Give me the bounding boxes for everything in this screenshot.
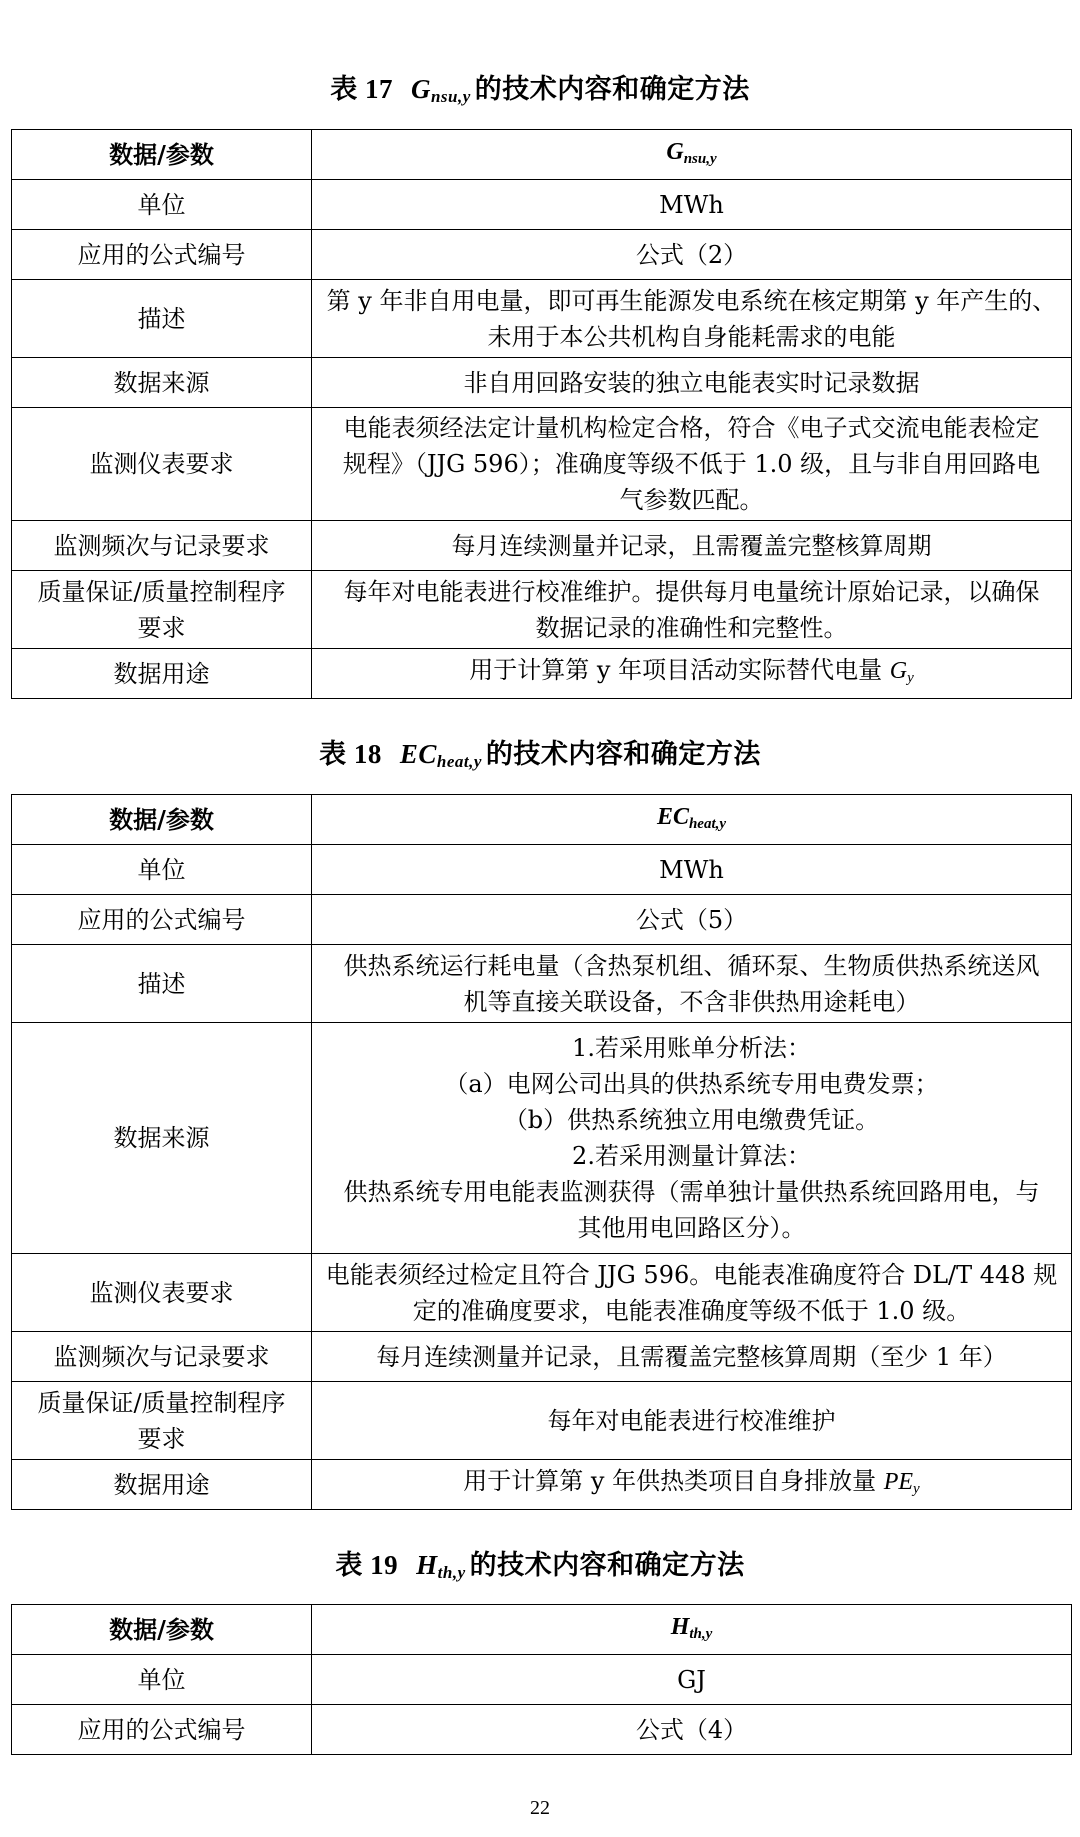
table17-caption	[12, 71, 1068, 115]
row-label-formula: 应用的公式编号	[12, 1705, 312, 1755]
table17-caption-prefix: 表 17	[330, 74, 393, 104]
row-label-usage: 数据用途	[12, 649, 312, 699]
table-row	[12, 230, 1072, 280]
table18-header-label: 数据/参数	[12, 795, 312, 845]
table-row	[12, 180, 1072, 230]
table-row	[12, 1655, 1072, 1705]
row-label-unit: 单位	[12, 180, 312, 230]
row-label-unit: 单位	[12, 845, 312, 895]
table-row	[12, 1460, 1072, 1510]
table-row	[12, 945, 1072, 1023]
table17-header-symbol: $G_{nsu,y}$	[312, 130, 1072, 180]
table19-header-symbol: $H_{th,y}$	[312, 1605, 1072, 1655]
table18-caption-suffix: 的技术内容和确定方法	[485, 739, 761, 770]
table-row	[12, 1023, 1072, 1254]
row-value-frequency: 每月连续测量并记录，且需覆盖完整核算周期（至少 1 年）	[312, 1332, 1072, 1382]
row-value-formula: 公式（2）	[312, 230, 1072, 280]
row-label-description: 描述	[12, 280, 312, 358]
table18-caption-prefix: 表 18	[319, 739, 382, 769]
table19-caption-prefix: 表 19	[335, 1550, 399, 1580]
row-label-qaqc: 质量保证/质量控制程序 要求	[12, 1382, 312, 1460]
table-row	[12, 1705, 1072, 1755]
row-label-data-source: 数据来源	[12, 1023, 312, 1254]
table19-caption-suffix: 的技术内容和确定方法	[469, 1550, 745, 1581]
row-label-instrument: 监测仪表要求	[12, 408, 312, 521]
table17	[11, 129, 1072, 699]
row-value-unit: GJ	[312, 1655, 1072, 1705]
row-value-formula: 公式（5）	[312, 895, 1072, 945]
row-value-instrument: 电能表须经法定计量机构检定合格，符合《电子式交流电能表检定 规程》（JJG 596）；准确度等级不低于 1.0 级，且与非自用回路电 气参数匹配。	[312, 408, 1072, 521]
row-value-frequency: 每月连续测量并记录，且需覆盖完整核算周期	[312, 521, 1072, 571]
table-row	[12, 1254, 1072, 1332]
table-row	[12, 1605, 1072, 1655]
table-row	[12, 795, 1072, 845]
table-row	[12, 408, 1072, 521]
row-label-frequency: 监测频次与记录要求	[12, 521, 312, 571]
table-row	[12, 1382, 1072, 1460]
row-value-instrument: 电能表须经过检定且符合 JJG 596。电能表准确度符合 DL/T 448 规 定的准确度要求，电能表准确度等级不低于 1.0 级。	[312, 1254, 1072, 1332]
table19-caption	[12, 1547, 1068, 1591]
row-label-instrument: 监测仪表要求	[12, 1254, 312, 1332]
row-value-data-source: 1.若采用账单分析法： （a）电网公司出具的供热系统专用电费发票； （b）供热系统独立用电缴费凭证。 2.若采用测量计算法： 供热系统专用电能表监测获得（需单独计量供热系统回路用电，与 其他用电回路区分）。	[312, 1023, 1072, 1254]
row-label-formula: 应用的公式编号	[12, 895, 312, 945]
row-label-formula: 应用的公式编号	[12, 230, 312, 280]
row-value-description: 供热系统运行耗电量（含热泵机组、循环泵、生物质供热系统送风 机等直接关联设备，不含非供热用途耗电）	[312, 945, 1072, 1023]
table-row	[12, 521, 1072, 571]
table19-header-label: 数据/参数	[12, 1605, 312, 1655]
row-value-qaqc: 每年对电能表进行校准维护	[312, 1382, 1072, 1460]
table17-header-label: 数据/参数	[12, 130, 312, 180]
table19-caption-symbol: $H_{th,y}$	[416, 1550, 466, 1582]
row-label-usage: 数据用途	[12, 1460, 312, 1510]
row-value-description: 第 y 年非自用电量，即可再生能源发电系统在核定期第 y 年产生的、 未用于本公共机构自身能耗需求的电能	[312, 280, 1072, 358]
table-row	[12, 571, 1072, 649]
table-row	[12, 845, 1072, 895]
table-row	[12, 130, 1072, 180]
table17-caption-symbol: $G_{nsu,y}$	[410, 74, 471, 106]
table19	[11, 1604, 1072, 1755]
row-label-unit: 单位	[12, 1655, 312, 1705]
row-label-qaqc: 质量保证/质量控制程序 要求	[12, 571, 312, 649]
table17-caption-suffix: 的技术内容和确定方法	[474, 74, 750, 105]
row-value-data-source: 非自用回路安装的独立电能表实时记录数据	[312, 358, 1072, 408]
table-row	[12, 649, 1072, 699]
row-label-frequency: 监测频次与记录要求	[12, 1332, 312, 1382]
table18-header-symbol: $EC_{heat,y}$	[312, 795, 1072, 845]
row-label-data-source: 数据来源	[12, 358, 312, 408]
row-value-formula: 公式（4）	[312, 1705, 1072, 1755]
table18	[11, 794, 1072, 1510]
row-value-unit: MWh	[312, 180, 1072, 230]
table-row	[12, 358, 1072, 408]
row-value-usage: 用于计算第 y 年项目活动实际替代电量 $G_y$	[312, 649, 1072, 699]
table-row	[12, 1332, 1072, 1382]
row-value-usage: 用于计算第 y 年供热类项目自身排放量 $PE_y$	[312, 1460, 1072, 1510]
table-row	[12, 280, 1072, 358]
table-row	[12, 895, 1072, 945]
row-value-unit: MWh	[312, 845, 1072, 895]
table18-caption-symbol: $EC_{heat,y}$	[399, 739, 482, 771]
row-value-qaqc: 每年对电能表进行校准维护。提供每月电量统计原始记录，以确保 数据记录的准确性和完整性。	[312, 571, 1072, 649]
table18-caption	[12, 736, 1068, 780]
row-label-description: 描述	[12, 945, 312, 1023]
page-number: 22	[530, 1797, 550, 1819]
